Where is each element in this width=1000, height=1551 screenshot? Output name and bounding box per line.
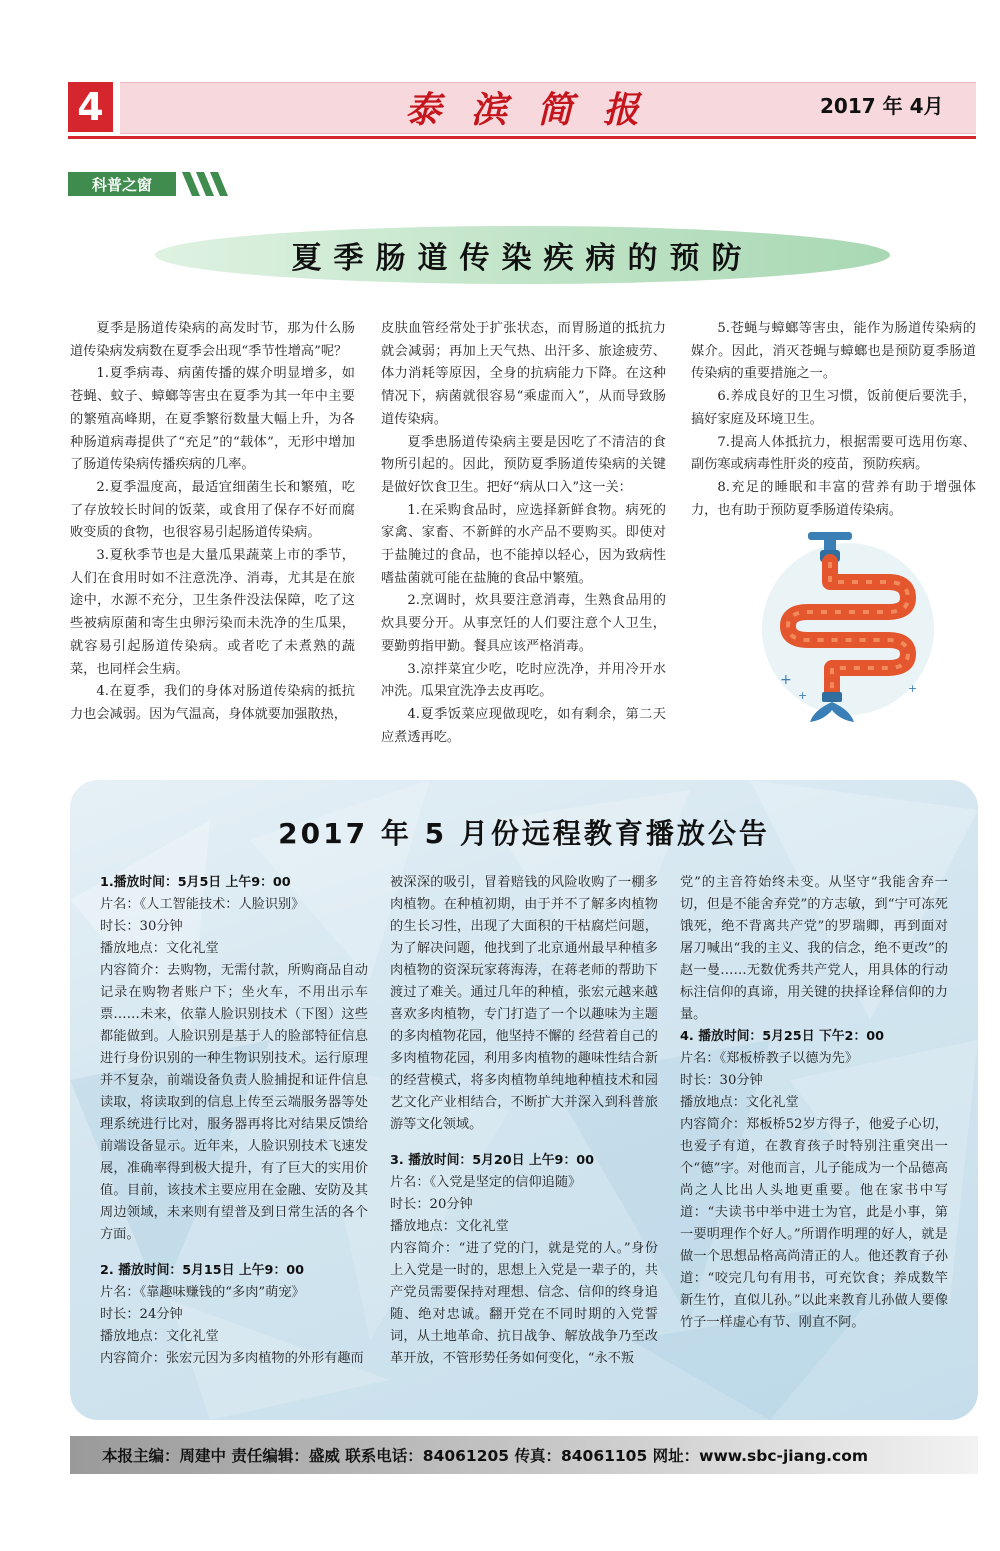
paragraph: 夏季是肠道传染病的高发时节，那为什么肠道传染病发病数在夏季会出现“季节性增高”呢？ [70,321,355,359]
paragraph: 2.烹调时，炊具要注意消毒，生熟食品用的炊具要分开。从事烹饪的人们要注意个人卫生，要勤剪指甲勤。餐具应该严格消毒。 [381,593,666,654]
item-intro: 内容简介：郑板桥52岁方得子，他爱子心切，也爱子有道，在教育孩子时特别注重突出一个“德”字。对他而言，儿子能成为一个品德高尚之人比出人头地更重要。他在家书中写道：“夫读书中举中进士为官，此是小事，第一要明理作个好人。”所谓作明理的好人，就是做一个思想品格高尚清正的人。他还教育子孙道：“咬完几句有用书，可充饮食；养成数竿新生竹，直似儿孙。”以此来教育儿孙做人要像竹子一样虚心有节、刚直不阿。 [680,1117,948,1330]
paragraph: 4.在夏季，我们的身体对肠道传染病的抵抗力也会减弱。因为气温高，身体就要加强散热， [70,684,355,722]
announcement-column-2 [390,872,658,1370]
page-number: 4 [68,82,113,132]
svg-text:+: + [798,689,808,702]
intestine-illustration-icon [758,524,938,734]
item-intro: 内容简介：“进了党的门，就是党的人。”身份上入党是一时的，思想上入党是一辈子的，共产党员需要保持对理想、信念、信仰的终身追随、绝对忠诚。翻开党在不同时期的入党誓词，从土地革命、抗日战争、解放战争乃至改革开放，不管形势任务如何变化，“永不叛 [390,1241,658,1366]
article-column-3 [691,318,976,522]
title-char: 报 [602,88,645,131]
svg-text:+: + [908,682,918,695]
item-place: 播放地点：文化礼堂 [100,1329,219,1344]
paragraph: 夏季患肠道传染病主要是因吃了不清洁的食物所引起的。因此，预防夏季肠道传染病的关键是做好饮食卫生。把好“病从口入”这一关： [381,434,666,495]
paragraph: 6.养成良好的卫生习惯，饭前便后要洗手，搞好家庭及环境卫生。 [691,389,976,427]
item-heading: 3. 播放时间：5月20日 上午9：00 [390,1153,595,1168]
title-char: 简 [536,88,579,131]
announcement-column-3 [680,872,948,1334]
footer-info: 本报主编：周建中 责任编辑：盛威 联系电话：84061205 传真：84061105 网址：www.sbc-jiang.com [102,1447,869,1465]
item-duration: 时长：30分钟 [680,1073,763,1088]
item-place: 播放地点：文化礼堂 [390,1219,509,1234]
paragraph: 3.凉拌菜宜少吃，吃时应洗净，并用冷开水冲洗。瓜果宜洗净去皮再吃。 [381,661,666,700]
item-film: 片名：《靠趣味赚钱的“多肉”萌宠》 [100,1285,305,1300]
item-heading: 1.播放时间：5月5日 上午9：00 [100,875,291,890]
article-column-2 [381,318,666,749]
newspaper-title [405,84,645,130]
paragraph: 4.夏季饭菜应现做现吃，如有剩余，第二天应煮透再吃。 [381,706,666,745]
paragraph: 皮肤血管经常处于扩张状态，而胃肠道的抵抗力就会减弱；再加上天气热、出汗多、旅途疲劳、体力消耗等原因，全身的抗病能力下降。在这种情况下，病菌就很容易“乘虚而入”，从而导致肠道传染病。 [381,321,666,427]
item-duration: 时长：20分钟 [390,1197,473,1212]
section-stripes-icon [180,172,230,196]
title-char: 滨 [470,88,513,131]
item-heading: 4. 播放时间：5月25日 下午2：00 [680,1029,885,1044]
article-headline: 夏季肠道传染疾病的预防 [291,241,754,276]
item-film: 片名：《人工智能技术：人脸识别》 [100,897,305,912]
title-char: 泰 [405,88,448,131]
section-tag: 科普之窗 [68,172,176,196]
article-column-1 [70,318,355,727]
item-place: 播放地点：文化礼堂 [680,1095,799,1110]
paragraph: 1.夏季病毒、病菌传播的媒介明显增多，如苍蝇、蚊子、蟑螂等害虫在夏季为其一年中主要的繁殖高峰期，在夏季繁衍数量大幅上升，为各种肠道病毒提供了“充足”的“载体”，无形中增加了肠道传染病传播疾病的几率。 [70,366,355,473]
item-film: 片名：《入党是坚定的信仰追随》 [390,1175,582,1190]
item-heading: 2. 播放时间：5月15日 上午9：00 [100,1263,305,1278]
item-intro: 被深深的吸引，冒着赔钱的风险收购了一棚多肉植物。在种植初期，由于并不了解多肉植物的生长习性，出现了大面积的干枯腐烂问题，为了解决问题，他找到了北京通州最早种植多肉植物的资深玩家蒋海涛，在蒋老师的帮助下渡过了难关。通过几年的种植，张宏元越来越喜欢多肉植物，专门打造了一个以趣味为主题的多肉植物花园，他坚持不懈的 经营着自己的多肉植物花园，利用多肉植物的趣味性结合新的经营模式，将多肉植物单纯地种植技术和园艺文化产业相结合，不断扩大并深入到科普旅游等文化领域。 [390,875,658,1132]
issue-date: 2017 年 4月 [820,94,944,118]
svg-text:+: + [780,672,792,688]
item-duration: 时长：30分钟 [100,919,183,934]
masthead-divider [68,136,976,139]
item-intro: 内容简介：去购物，无需付款，所购商品自动记录在购物者账户下；坐火车，不用出示车票……未来，依靠人脸识别技术（下图）这些都能做到。人脸识别是基于人的脸部特征信息进行身份识别的一种生物识别技术。运行原理并不复杂，前端设备负责人脸捕捉和证件信息读取，将读取到的信息上传至云端服务器等处理系统进行比对，服务器再将比对结果反馈给前端设备显示。近年来，人脸识别技术飞速发展，准确率得到极大提升，有了巨大的实用价值。目前，该技术主要应用在金融、安防及其周边领域，未来则有望普及到日常生活的各个方面。 [100,963,368,1242]
item-duration: 时长：24分钟 [100,1307,183,1322]
announcement-title: 2017 年 5 月份远程教育播放公告 [278,817,770,850]
item-intro: 内容简介：张宏元因为多肉植物的外形有趣而 [100,1351,364,1366]
item-place: 播放地点：文化礼堂 [100,941,219,956]
announcement-column-1 [100,872,368,1370]
item-film: 片名：《郑板桥教子以德为先》 [680,1051,859,1066]
paragraph: 5.苍蝇与蟑螂等害虫，能作为肠道传染病的媒介。因此，消灭苍蝇与蟑螂也是预防夏季肠道传染病的重要措施之一。 [691,321,976,382]
paragraph: 2.夏季温度高，最适宜细菌生长和繁殖，吃了存放较长时间的饭菜，或食用了保存不好而腐败变质的食物，也很容易引起肠道传染病。 [70,479,355,541]
paragraph: 3.夏秋季节也是大量瓜果蔬菜上市的季节，人们在食用时如不注意洗净、消毒，尤其是在旅途中，水源不充分，卫生条件没法保障，吃了这些被病原菌和寄生虫卵污染而未洗净的生瓜果，就容易引起肠道传染病。或者吃了未煮熟的蔬菜，也同样会生病。 [70,548,355,677]
paragraph: 8.充足的睡眠和丰富的营养有助于增强体力，也有助于预防夏季肠道传染病。 [691,479,976,518]
paragraph: 7.提高人体抵抗力，根据需要可选用伤寒、副伤寒或病毒性肝炎的疫苗，预防疾病。 [691,434,976,473]
paragraph: 1.在采购食品时，应选择新鲜食物。病死的家禽、家畜、不新鲜的水产品不要购买。即使对于盐腌过的食品，也不能掉以轻心，因为致病性嗜盐菌就可能在盐腌的食品中繁殖。 [381,502,666,586]
item-intro: 党”的主音符始终未变。从坚守“我能舍弃一切，但是不能舍弃党”的方志敏，到“宁可冻死饿死，绝不背离共产党”的罗瑞卿，再到面对屠刀喊出“我的主义、我的信念，绝不更改”的赵一曼……无数优秀共产党人，用具体的行动标注信仰的真谛，用关键的抉择诠释信仰的力量。 [680,875,948,1022]
